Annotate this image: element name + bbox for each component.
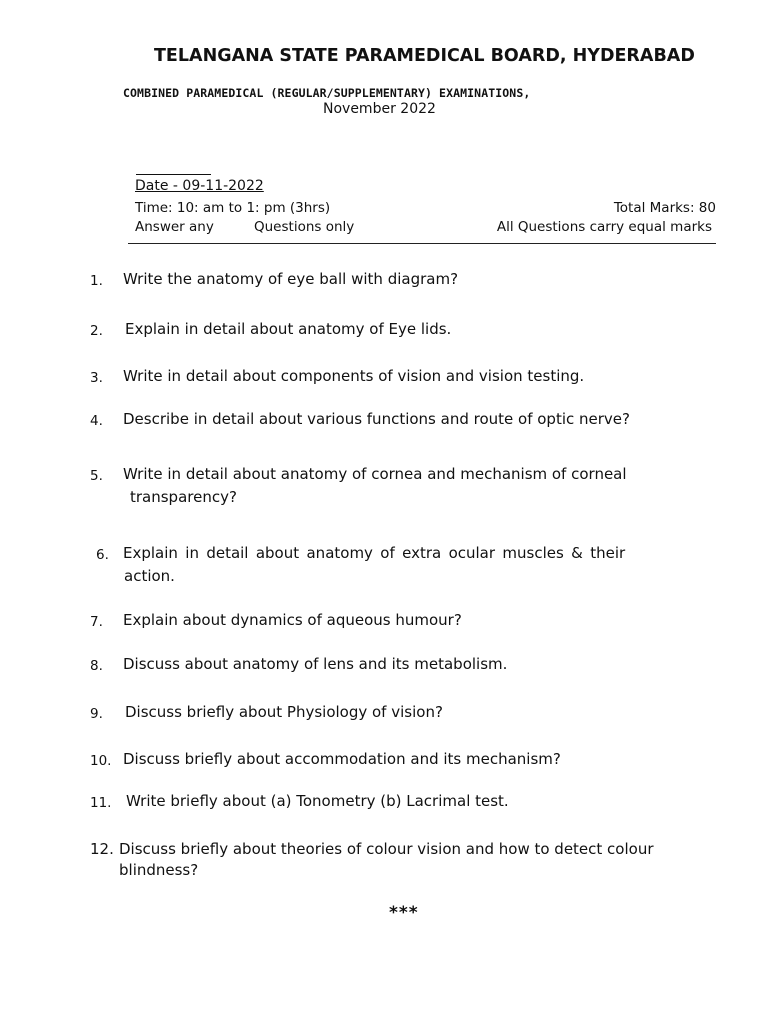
question-text: Write in detail about anatomy of cornea and mechanism of corneal: [123, 465, 627, 483]
question-text-continued: blindness?: [119, 861, 199, 879]
question-text: Explain in detail about anatomy of Eye lids.: [125, 320, 452, 338]
question-text: Discuss briefly about Physiology of vision?: [125, 703, 443, 721]
question-text: Write in detail about components of vision and vision testing.: [123, 367, 585, 385]
question-text: Write briefly about (a) Tonometry (b) Lacrimal test.: [126, 792, 509, 810]
question-number: 9.: [90, 706, 103, 722]
question-text: Explain in detail about anatomy of extra ocular muscles & their: [123, 544, 626, 562]
equal-marks-instruction: All Questions carry equal marks: [496, 219, 712, 235]
answer-any-instruction: Answer any: [135, 219, 214, 235]
question-text: Discuss briefly about theories of colour vision and how to detect colour: [119, 840, 654, 858]
question-number: 10.: [90, 753, 112, 769]
question-number: 12.: [90, 840, 114, 858]
exam-time: Time: 10: am to 1: pm (3hrs): [135, 200, 331, 216]
exam-title: COMBINED PARAMEDICAL (REGULAR/SUPPLEMENTARY) EXAMINATIONS,: [123, 86, 531, 100]
date-overline: [136, 174, 211, 175]
header-divider: [128, 243, 716, 244]
question-number: 6.: [96, 547, 109, 563]
questions-only-instruction: Questions only: [254, 219, 355, 235]
end-of-paper-mark: ***: [389, 903, 419, 923]
question-number: 3.: [90, 370, 103, 386]
exam-date: Date - 09-11-2022: [135, 178, 264, 194]
board-title: TELANGANA STATE PARAMEDICAL BOARD, HYDERABAD: [154, 46, 695, 66]
question-number: 5.: [90, 468, 103, 484]
exam-month-year: November 2022: [323, 101, 436, 117]
question-number: 2.: [90, 323, 103, 339]
question-text-continued: transparency?: [130, 488, 237, 506]
question-number: 7.: [90, 614, 103, 630]
question-number: 1.: [90, 273, 103, 289]
question-number: 11.: [90, 795, 112, 811]
question-text: Discuss about anatomy of lens and its metabolism.: [123, 655, 508, 673]
question-text: Discuss briefly about accommodation and its mechanism?: [123, 750, 561, 768]
question-text: Describe in detail about various functions and route of optic nerve?: [123, 410, 630, 428]
question-number: 8.: [90, 658, 103, 674]
total-marks: Total Marks: 80: [613, 200, 716, 216]
question-text-continued: action.: [124, 567, 175, 585]
question-text: Write the anatomy of eye ball with diagram?: [123, 270, 459, 288]
question-number: 4.: [90, 413, 103, 429]
question-text: Explain about dynamics of aqueous humour?: [123, 611, 462, 629]
